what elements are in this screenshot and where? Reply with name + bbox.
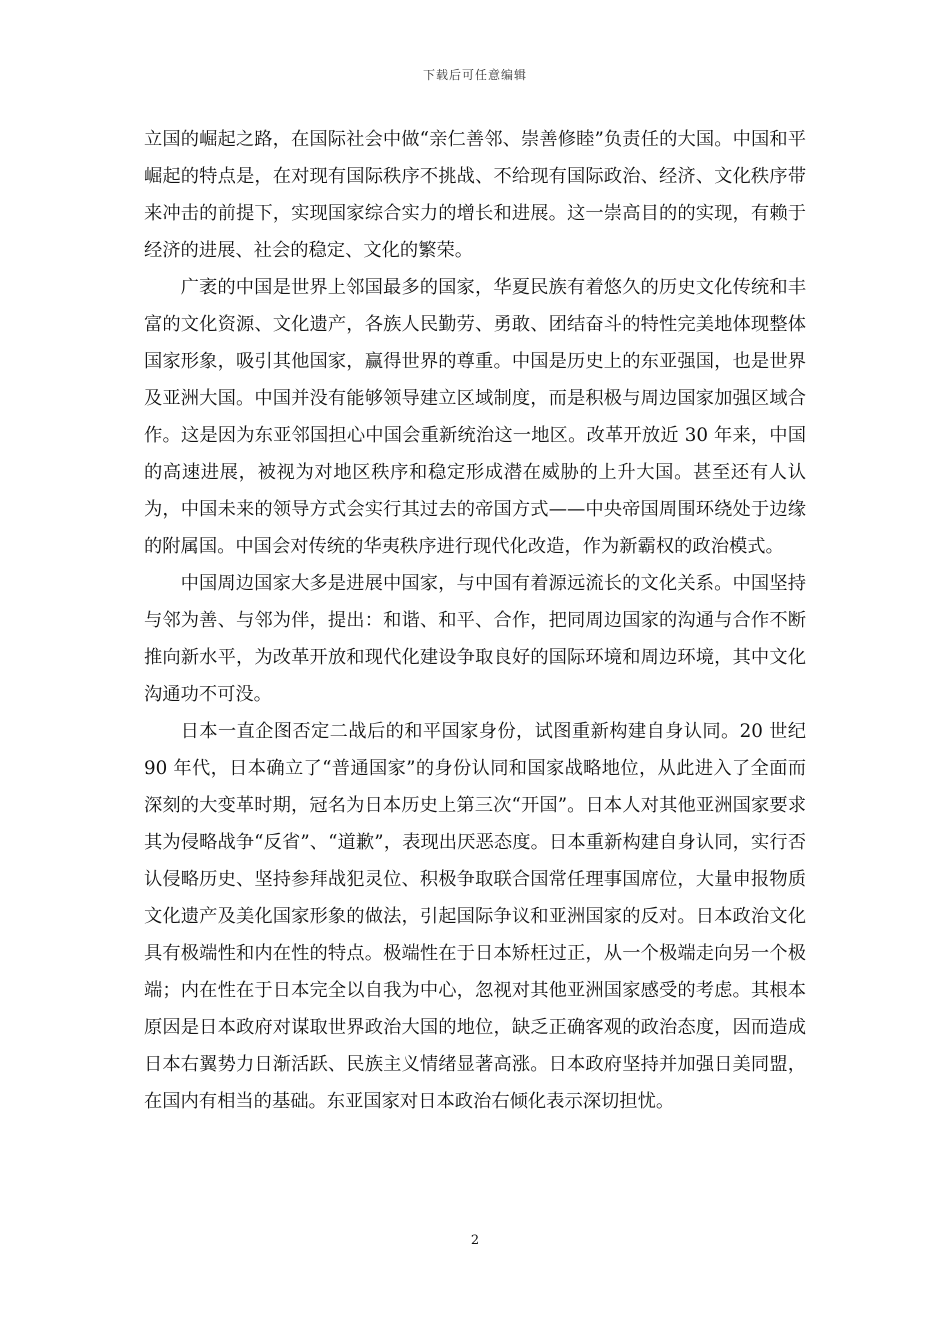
paragraph-1: 立国的崛起之路，在国际社会中做“亲仁善邻、崇善修睦”负责任的大国。中国和平崛起的特点是，在对现有国际秩序不挑战、不给现有国际政治、经济、文化秩序带来冲击的前提下，实现国家综合实力的增长和进展。这一崇高目的的实现，有赖于经济的进展、社会的稳定、文化的繁荣。: [144, 129, 806, 261]
paragraph-4: 日本一直企图否定二战后的和平国家身份，试图重新构建自身认同。20 世纪 90 年代，日本确立了“普通国家”的身份认同和国家战略地位，从此进入了全面而深刻的大变革时期，冠名为日本历史上第三次“开国”。日本人对其他亚洲国家要求其为侵略战争“反省”、“道歉”，表现出厌恶态度。日本重新构建自身认同，实行否认侵略历史、坚持参拜战犯灵位、积极争取联合国常任理事国席位，大量申报物质文化遗产及美化国家形象的做法，引起国际争议和亚洲国家的反对。日本政治文化具有极端性和内在性的特点。极端性在于日本矫枉过正，从一个极端走向另一个极端；内在性在于日本完全以自我为中心，忽视对其他亚洲国家感受的考虑。其根本原因是日本政府对谋取世界政治大国的地位，缺乏正确客观的政治态度，因而造成日本右翼势力日渐活跃、民族主义情绪显著高涨。日本政府坚持并加强日美同盟，在国内有相当的基础。东亚国家对日本政治右倾化表示深切担忧。: [144, 721, 806, 1112]
page-header: 下载后可任意编辑: [422, 68, 527, 82]
paragraph-3: 中国周边国家大多是进展中国家，与中国有着源远流长的文化关系。中国坚持与邻为善、与邻为伴，提出：和谐、和平、合作，把同周边国家的沟通与合作不断推向新水平，为改革开放和现代化建设争取良好的国际环境和周边环境，其中文化沟通功不可没。: [144, 573, 806, 705]
page-number: 2: [470, 1233, 480, 1248]
paragraph-2: 广袤的中国是世界上邻国最多的国家，华夏民族有着悠久的历史文化传统和丰富的文化资源、文化遗产，各族人民勤劳、勇敢、团结奋斗的特性完美地体现整体国家形象，吸引其他国家，赢得世界的尊重。中国是历史上的东亚强国，也是世界及亚洲大国。中国并没有能够领导建立区域制度，而是积极与周边国家加强区域合作。这是因为东亚邻国担心中国会重新统治这一地区。改革开放近 30 年来，中国的高速进展，被视为对地区秩序和稳定形成潜在威胁的上升大国。甚至还有人认为，中国未来的领导方式会实行其过去的帝国方式——中央帝国周围环绕处于边缘的附属国。中国会对传统的华夷秩序进行现代化改造，作为新霸权的政治模式。: [144, 277, 806, 557]
document-body: [144, 121, 806, 1120]
